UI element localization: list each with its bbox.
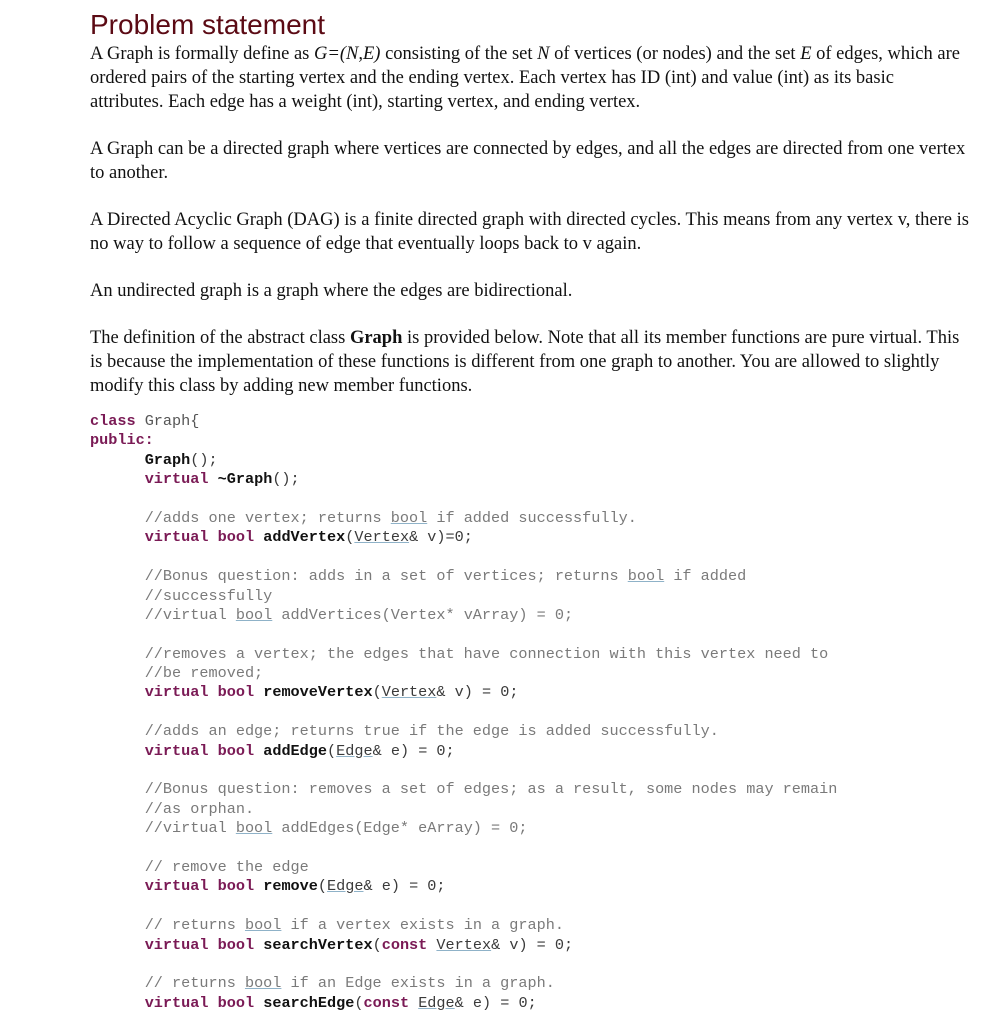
type-edge: Edge	[327, 877, 364, 896]
keyword: class	[90, 412, 136, 430]
comment-text: // returns	[144, 974, 245, 993]
keyword: const	[363, 993, 410, 1012]
keyword: virtual	[144, 528, 209, 547]
set-n: N	[537, 44, 550, 64]
method-remove: remove	[263, 877, 318, 896]
comment-text: // returns	[144, 916, 245, 935]
set-e: E	[800, 44, 812, 64]
punct: ();	[190, 450, 218, 469]
keyword: bool	[217, 741, 255, 760]
comment-text: //as orphan.	[144, 799, 255, 818]
code-comment	[90, 974, 970, 993]
code-line	[90, 412, 970, 431]
comment-text: if added successfully.	[427, 508, 637, 527]
keyword: const	[381, 935, 428, 954]
method-add-edge: addEdge	[263, 741, 328, 760]
constructor: Graph	[144, 450, 191, 469]
comment-text: //removes a vertex; the edges that have connection with this vertex need to	[144, 644, 829, 663]
punct: (	[354, 993, 364, 1012]
code-line	[90, 470, 970, 489]
problem-description	[90, 42, 970, 398]
code-line	[90, 877, 970, 896]
code-line	[90, 742, 970, 761]
text: A Graph is formally define as	[90, 44, 314, 64]
text: is provided below. Note that all its member functions are pure virtual. This is because the implementation of these functions is different from one graph to another. You are allowed to slightly modify this class by adding new member functions.	[90, 328, 960, 396]
comment-text: if a vertex exists in a graph.	[281, 916, 564, 935]
comment-text: //be removed;	[144, 664, 264, 683]
params: & e) = 0;	[372, 741, 455, 760]
code-block	[90, 412, 970, 1013]
punct: (	[372, 935, 382, 954]
text: The definition of the abstract class	[90, 328, 350, 348]
code-line	[90, 994, 970, 1013]
page-title: Problem statement	[90, 9, 325, 40]
code-comment	[90, 587, 970, 606]
keyword: bool	[217, 877, 255, 896]
params: & e) = 0;	[454, 993, 537, 1012]
code-comment	[90, 509, 970, 528]
comment-text: // remove the edge	[144, 857, 309, 876]
keyword: virtual	[144, 935, 209, 954]
keyword: bool	[217, 935, 255, 954]
code-comment	[90, 664, 970, 683]
comment-text: bool	[235, 605, 273, 624]
class-name: Graph	[349, 328, 403, 348]
type-edge: Edge	[418, 993, 455, 1012]
keyword: virtual	[144, 993, 209, 1012]
formula: G=(N,E)	[314, 44, 381, 64]
method-search-vertex: searchVertex	[263, 935, 373, 954]
comment-text: if an Edge exists in a graph.	[281, 974, 555, 993]
method-search-edge: searchEdge	[263, 993, 355, 1012]
type-vertex: Vertex	[381, 683, 437, 702]
keyword: virtual	[144, 741, 209, 760]
method-add-vertex: addVertex	[263, 528, 346, 547]
comment-text: if added	[664, 567, 747, 586]
code-comment	[90, 916, 970, 935]
punct: ();	[272, 470, 300, 489]
paragraph-abstract-class	[90, 326, 970, 398]
keyword: virtual	[144, 683, 209, 702]
punct: (	[345, 528, 355, 547]
document-page	[90, 8, 970, 1013]
comment-text: //virtual	[144, 605, 236, 624]
code-comment	[90, 645, 970, 664]
code-line	[90, 431, 970, 450]
code-comment	[90, 858, 970, 877]
comment-text: bool	[627, 567, 665, 586]
code-comment	[90, 722, 970, 741]
type-edge: Edge	[336, 741, 373, 760]
type-vertex: Vertex	[436, 935, 492, 954]
keyword: bool	[217, 528, 255, 547]
keyword: virtual	[144, 470, 209, 489]
code-comment	[90, 606, 970, 625]
comment-text: bool	[244, 916, 282, 935]
destructor: ~Graph	[217, 470, 273, 489]
comment-text: //Bonus question: removes a set of edges; as a result, some nodes may remain	[144, 780, 838, 799]
params: & v)=0;	[409, 528, 473, 547]
params: & v) = 0;	[436, 683, 519, 702]
code-line	[90, 936, 970, 955]
comment-text: bool	[390, 508, 428, 527]
type-vertex: Vertex	[354, 528, 410, 547]
comment-text: bool	[244, 974, 282, 993]
text: of edges, which are ordered pairs of the starting vertex and the ending vertex. Each vertex has ID (int) and value (int) as its basic attributes. Each edge has a weight (int), starting vertex, and ending vertex.	[90, 44, 960, 112]
comment-text: //successfully	[144, 586, 273, 605]
comment-text: addVertices(Vertex* vArray) = 0;	[272, 605, 574, 624]
code-comment	[90, 800, 970, 819]
method-remove-vertex: removeVertex	[263, 683, 373, 702]
params: & v) = 0;	[491, 935, 574, 954]
code-line	[90, 683, 970, 702]
comment-text: bool	[235, 819, 273, 838]
paragraph-graph-definition	[90, 42, 970, 114]
comment-text: //adds an edge; returns true if the edge is added successfully.	[144, 722, 719, 741]
code-comment	[90, 780, 970, 799]
code-comment	[90, 567, 970, 586]
keyword: virtual	[144, 877, 209, 896]
punct: (	[372, 683, 382, 702]
comment-text: //adds one vertex; returns	[144, 508, 391, 527]
keyword: bool	[217, 683, 255, 702]
code-line	[90, 451, 970, 470]
keyword: bool	[217, 993, 255, 1012]
class-decl: Graph{	[135, 412, 200, 430]
paragraph-directed-graph: A Graph can be a directed graph where vertices are connected by edges, and all the edges are directed from one vertex to another.	[90, 139, 966, 183]
comment-text: addEdges(Edge* eArray) = 0;	[272, 819, 528, 838]
text: consisting of the set	[380, 44, 538, 64]
punct: (	[317, 877, 328, 896]
code-comment	[90, 819, 970, 838]
punct: (	[327, 741, 337, 760]
keyword: public:	[90, 431, 154, 450]
text: of vertices (or nodes) and the set	[549, 44, 801, 64]
code-line	[90, 528, 970, 547]
comment-text: //Bonus question: adds in a set of vertices; returns	[144, 567, 628, 586]
paragraph-undirected-graph: An undirected graph is a graph where the edges are bidirectional.	[90, 281, 573, 301]
params: & e) = 0;	[363, 877, 446, 896]
comment-text: //virtual	[144, 819, 236, 838]
paragraph-dag: A Directed Acyclic Graph (DAG) is a finite directed graph with directed cycles. This means from any vertex v, there is no way to follow a sequence of edge that eventually loops back to v again.	[90, 210, 969, 254]
